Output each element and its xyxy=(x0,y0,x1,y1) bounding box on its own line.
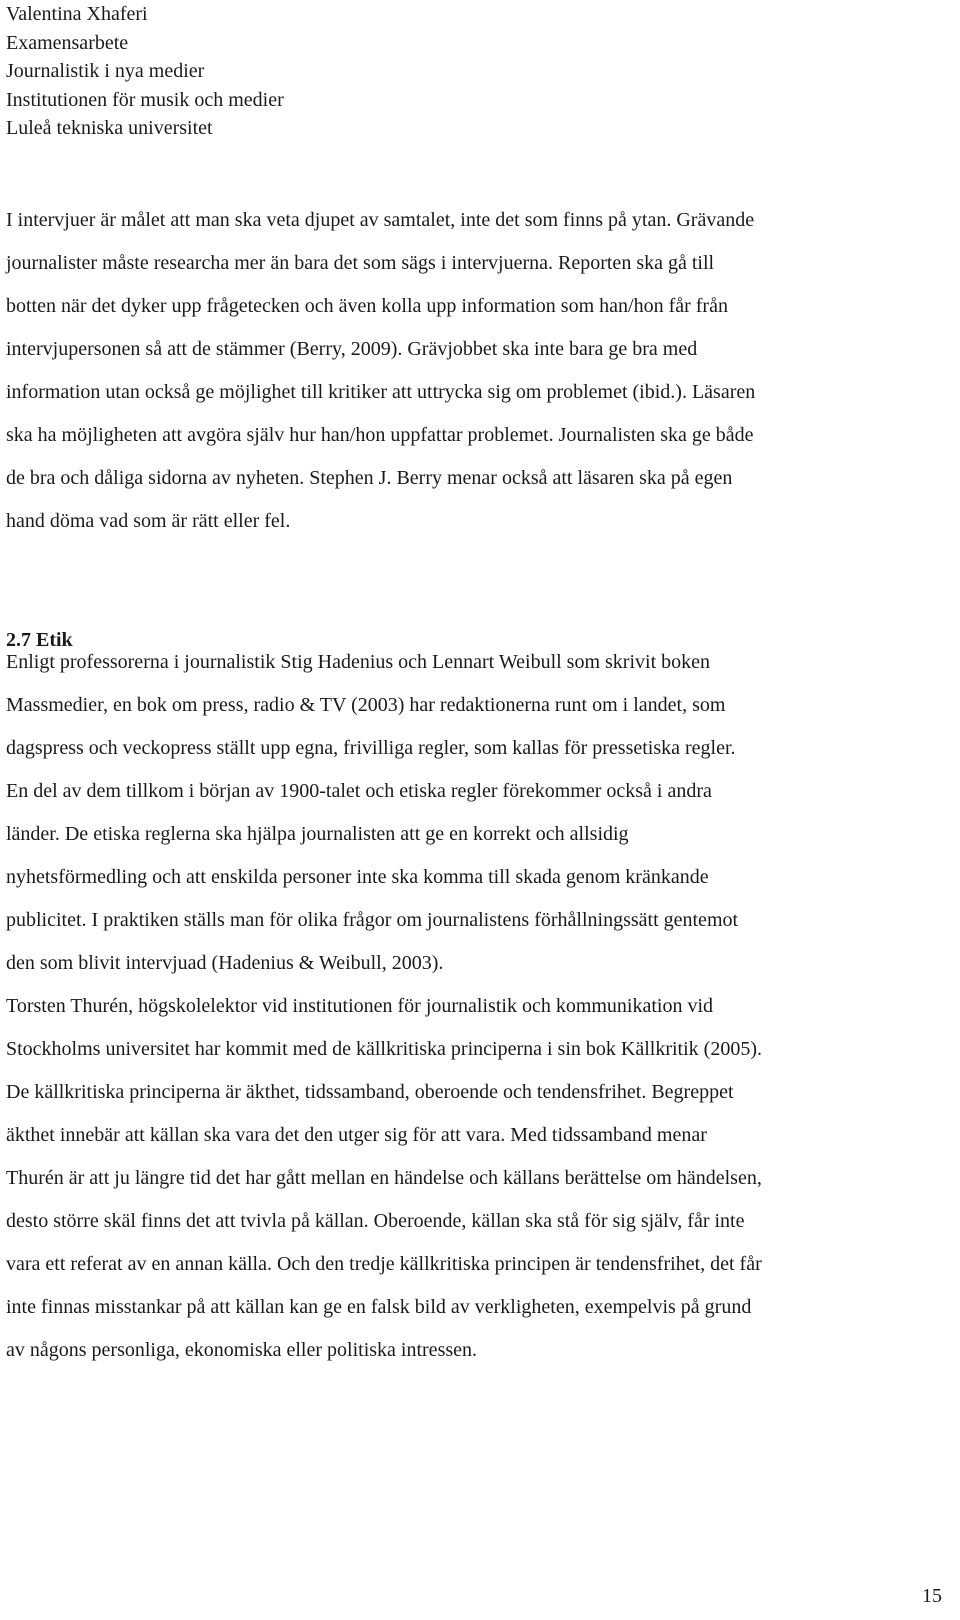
text-line: intervjupersonen så att de stämmer (Berry, 2009). Grävjobbet ska inte bara ge bra med xyxy=(6,338,698,360)
section-heading: 2.7 Etik xyxy=(6,629,73,651)
text-line: länder. De etiska reglerna ska hjälpa journalisten att ge en korrekt och allsidig xyxy=(6,823,629,845)
header-department: Institutionen för musik och medier xyxy=(6,88,284,111)
text-line: ska ha möjligheten att avgöra själv hur han/hon uppfattar problemet. Journalisten ska ge både xyxy=(6,424,754,446)
text-line: de bra och dåliga sidorna av nyheten. Stephen J. Berry menar också att läsaren ska på egen xyxy=(6,467,733,489)
text-line: dagspress och veckopress ställt upp egna, frivilliga regler, som kallas för pressetiska regler. xyxy=(6,737,736,759)
text-line: hand döma vad som är rätt eller fel. xyxy=(6,510,291,532)
text-line: publicitet. I praktiken ställs man för olika frågor om journalistens förhållningssätt gentemot xyxy=(6,909,739,931)
header-document-type: Examensarbete xyxy=(6,31,129,54)
paragraph-interviews xyxy=(6,199,755,543)
text-line: Thurén är att ju längre tid det har gått mellan en händelse och källans berättelse om händelsen, xyxy=(6,1167,762,1189)
text-line: inte finnas misstankar på att källan kan ge en falsk bild av verkligheten, exempelvis på grund xyxy=(6,1296,752,1318)
text-line: Enligt professorerna i journalistik Stig Hadenius och Lennart Weibull som skrivit boken xyxy=(6,651,711,673)
text-line: Massmedier, en bok om press, radio & TV (2003) har redaktionerna runt om i landet, som xyxy=(6,694,726,716)
text-line: En del av dem tillkom i början av 1900-talet och etiska regler förekommer också i andra xyxy=(6,780,712,802)
text-line: Torsten Thurén, högskolelektor vid institutionen för journalistik och kommunikation vid xyxy=(6,995,714,1017)
text-line: nyhetsförmedling och att enskilda personer inte ska komma till skada genom kränkande xyxy=(6,866,709,888)
text-line: äkthet innebär att källan ska vara det den utger sig för att vara. Med tidssamband menar xyxy=(6,1124,707,1146)
header-author: Valentina Xhaferi xyxy=(6,3,148,25)
paragraph-ethics xyxy=(6,641,762,1372)
text-line: journalister måste researcha mer än bara det som sägs i intervjuerna. Reporten ska gå till xyxy=(6,252,715,274)
text-line: av någons personliga, ekonomiska eller politiska intressen. xyxy=(6,1339,478,1361)
document-header xyxy=(6,0,284,143)
header-program: Journalistik i nya medier xyxy=(6,60,205,82)
text-line: den som blivit intervjuad (Hadenius & Weibull, 2003). xyxy=(6,952,444,974)
text-line: De källkritiska principerna är äkthet, tidssamband, oberoende och tendensfrihet. Begreppet xyxy=(6,1081,734,1103)
text-line: information utan också ge möjlighet till kritiker att uttrycka sig om problemet (ibid.). Läsaren xyxy=(6,381,756,403)
text-line: desto större skäl finns det att tvivla på källan. Oberoende, källan ska stå för sig själv, får inte xyxy=(6,1210,745,1232)
page-number: 15 xyxy=(922,1585,942,1607)
text-line: Stockholms universitet har kommit med de källkritiska principerna i sin bok Källkritik (2005). xyxy=(6,1038,762,1060)
text-line: I intervjuer är målet att man ska veta djupet av samtalet, inte det som finns på ytan. Grävande xyxy=(6,209,755,231)
header-university: Luleå tekniska universitet xyxy=(6,117,213,139)
text-line: botten när det dyker upp frågetecken och även kolla upp information som han/hon får från xyxy=(6,295,728,317)
text-line: vara ett referat av en annan källa. Och den tredje källkritiska principen är tendensfrihet, det får xyxy=(6,1253,762,1275)
